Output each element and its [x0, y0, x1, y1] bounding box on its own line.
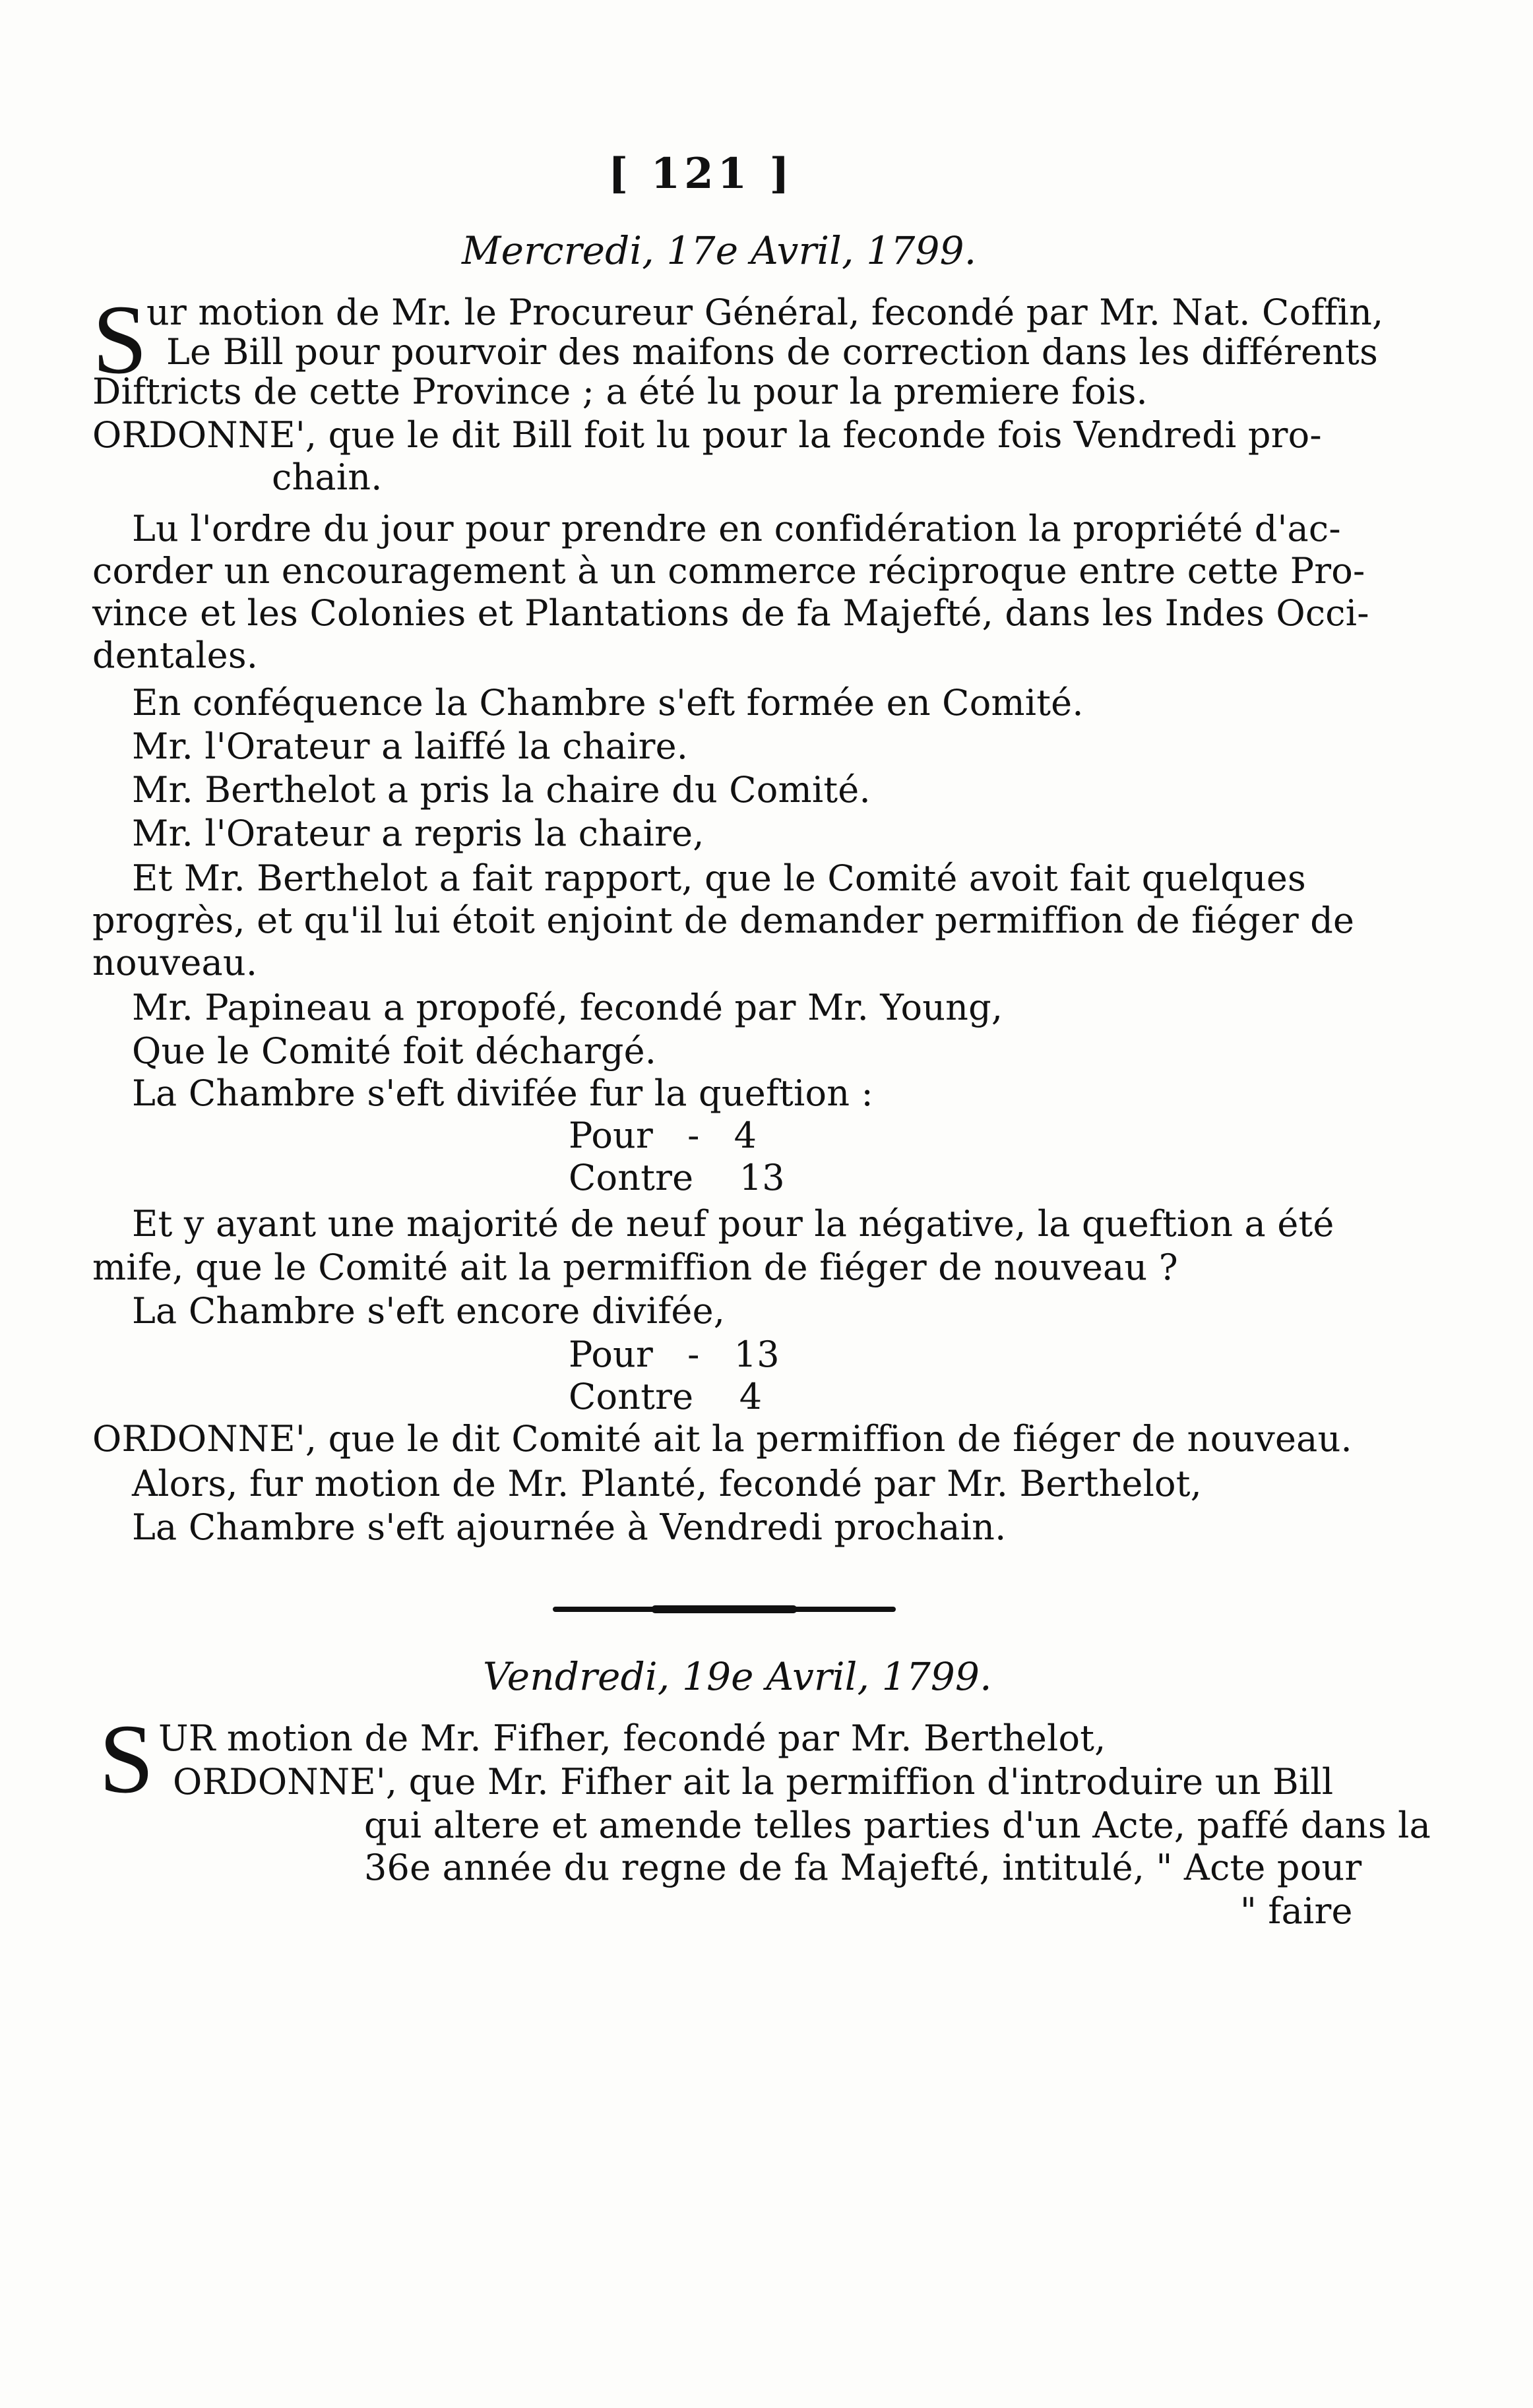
text-line: Et Mr. Berthelot a fait rapport, que le Comité avoit fait quelques: [132, 857, 1306, 899]
text-line: nouveau.: [92, 942, 258, 983]
text-line: ORDONNE', que Mr. Fifher ait la permiffion d'introduire un Bill: [173, 1761, 1334, 1803]
vote-pour: Pour - 4: [569, 1115, 757, 1156]
drop-cap-2: S: [99, 1704, 154, 1814]
vote-contre: Contre 4: [569, 1376, 763, 1417]
text-line: chain.: [272, 456, 383, 498]
text-line: mife, que le Comité ait la permiffion de fiéger de nouveau ?: [92, 1247, 1178, 1288]
text-line: En conféquence la Chambre s'eft formée en Comité.: [132, 682, 1084, 724]
text-line: Mr. Berthelot a pris la chaire du Comité.: [132, 769, 871, 811]
text-line: corder un encouragement à un commerce réciproque entre cette Pro-: [92, 550, 1365, 592]
text-line: Mr. l'Orateur a laiffé la chaire.: [132, 725, 689, 767]
text-line: Et y ayant une majorité de neuf pour la négative, la queftion a été: [132, 1203, 1334, 1245]
vote-pour: Pour - 13: [569, 1334, 780, 1375]
text-line: Lu l'ordre du jour pour prendre en confidération la propriété d'ac-: [132, 508, 1341, 549]
text-line: Diftricts de cette Province ; a été lu pour la premiere fois.: [92, 371, 1148, 412]
text-line: UR motion de Mr. Fifher, fecondé par Mr. Berthelot,: [158, 1717, 1106, 1759]
text-line: La Chambre s'eft ajournée à Vendredi prochain.: [132, 1506, 1007, 1548]
text-line: Mr. l'Orateur a repris la chaire,: [132, 813, 704, 854]
text-line: La Chambre s'eft divifée fur la queftion :: [132, 1072, 873, 1114]
text-line: vince et les Colonies et Plantations de fa Majefté, dans les Indes Occi-: [92, 592, 1369, 634]
section-heading-1: Mercredi, 17e Avril, 1799.: [462, 228, 977, 273]
text-line: Que le Comité foit déchargé.: [132, 1030, 657, 1072]
text-line: Alors, fur motion de Mr. Planté, fecondé par Mr. Berthelot,: [132, 1463, 1203, 1504]
text-line: ORDONNE', que le dit Bill foit lu pour la feconde fois Vendredi pro-: [92, 414, 1322, 456]
section-heading-2: Vendredi, 19e Avril, 1799.: [483, 1654, 992, 1699]
text-line: progrès, et qu'il lui étoit enjoint de demander permiffion de fiéger de: [92, 900, 1355, 941]
text-line: La Chambre s'eft encore divifée,: [132, 1290, 726, 1332]
page-number: [ 121 ]: [608, 149, 794, 199]
text-line: dentales.: [92, 634, 259, 676]
text-line: " faire: [1240, 1890, 1353, 1932]
vote-contre: Contre 13: [569, 1157, 785, 1198]
section-divider: [553, 1607, 896, 1612]
text-line: Le Bill pour pourvoir des maifons de correction dans les différents: [166, 331, 1378, 373]
text-line: 36e année du regne de fa Majefté, intitulé, " Acte pour: [364, 1847, 1362, 1888]
text-line: Mr. Papineau a propofé, fecondé par Mr. Young,: [132, 987, 1003, 1028]
text-line: qui altere et amende telles parties d'un Acte, paffé dans la: [364, 1805, 1431, 1846]
text-line: ur motion de Mr. le Procureur Général, fecondé par Mr. Nat. Coffin,: [146, 292, 1384, 333]
text-line: ORDONNE', que le dit Comité ait la permiffion de fiéger de nouveau.: [92, 1418, 1352, 1460]
drop-cap-1: S: [92, 285, 148, 394]
